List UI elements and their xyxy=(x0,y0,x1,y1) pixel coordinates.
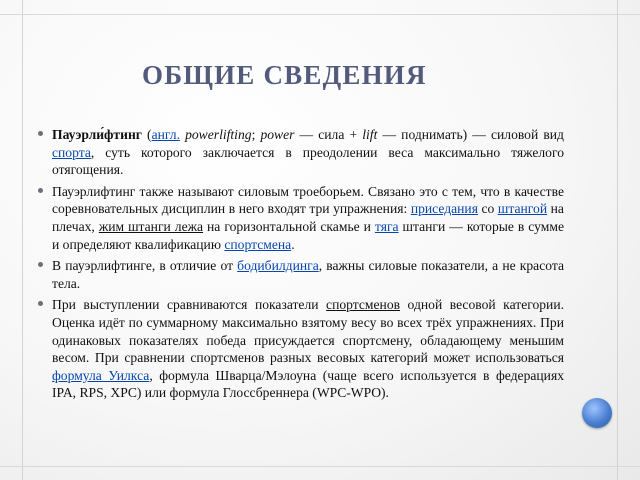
link-deadlift[interactable]: тяга xyxy=(374,218,399,234)
link-squat[interactable]: приседания xyxy=(410,201,478,217)
link-lang-english[interactable]: англ. xyxy=(151,127,180,142)
link-bodybuilding[interactable]: бодибилдинга xyxy=(237,258,319,274)
slide-title: ОБЩИЕ СВЕДЕНИЯ xyxy=(142,60,427,90)
frame-line-bottom xyxy=(0,466,640,467)
text: , важны силовые показатели, а не красота тела. xyxy=(52,258,565,291)
text-en-word: powerlifting xyxy=(179,127,252,142)
text: ; xyxy=(251,127,261,142)
bullet-icon xyxy=(38,301,43,306)
decorative-circle-icon xyxy=(582,398,612,428)
frame-line-left xyxy=(22,0,23,480)
text-en-word: lift xyxy=(362,127,378,142)
text: — сила + xyxy=(294,127,363,142)
text-bench-press: жим штанги лежа xyxy=(98,218,204,234)
bullet-icon xyxy=(38,131,43,136)
text: — поднимать) — силовой вид xyxy=(377,127,564,142)
term-powerlifting: Пауэрли́фтинг xyxy=(52,127,142,142)
text: одной весовой категории. Оценка идёт по суммарному максимально взятому весу во всех трёх упражнениях. При одинаковых показателях победа присуждается спортсмену, обладающему меньшим весом. При сравнении спортсменов разных весовых категорий может использоваться xyxy=(52,297,565,366)
frame-line-right xyxy=(617,0,618,480)
text: . xyxy=(291,236,295,252)
link-athlete[interactable]: спортсмена xyxy=(224,236,292,252)
slide-body xyxy=(38,126,564,406)
link-barbell[interactable]: штангой xyxy=(497,201,548,217)
bullet-item-definition xyxy=(38,126,564,179)
bullet-item-bodybuilding xyxy=(38,257,564,292)
bullet-icon xyxy=(38,188,43,193)
text: В пауэрлифтинге, в отличие от xyxy=(52,258,238,274)
text: со xyxy=(477,201,498,217)
text-athletes: спортсменов xyxy=(326,297,401,313)
text: , суть которого заключается в преодолении веса максимально тяжелого отягощения. xyxy=(52,144,564,178)
text: , формула Шварца/Мэлоуна (чаще всего используется в федерациях IPA, RPS, XPC) или формула Глоссбреннера (WPC-WPO). xyxy=(52,367,564,401)
text: на горизонтальной скамье и xyxy=(203,218,375,234)
frame-line-top xyxy=(0,14,640,15)
text: При выступлении сравниваются показатели xyxy=(52,297,327,313)
bullet-item-triathlon xyxy=(38,183,564,253)
bullet-list xyxy=(38,126,564,402)
bullet-item-competition xyxy=(38,296,564,402)
link-wilks-formula[interactable]: формула Уилкса xyxy=(52,367,150,383)
link-sport[interactable]: спорта xyxy=(52,144,91,160)
text: штанги — которые в сумме и определяют квалификацию xyxy=(52,218,565,252)
text: Пауэрлифтинг также называют силовым троеборьем. Связано это с тем, что в качестве соревновательных дисциплин в него входят три упражнения: xyxy=(52,183,564,217)
text: на плечах, xyxy=(52,201,564,234)
text-en-word: power xyxy=(260,127,295,142)
bullet-icon xyxy=(38,262,43,267)
text: ( xyxy=(141,127,152,142)
